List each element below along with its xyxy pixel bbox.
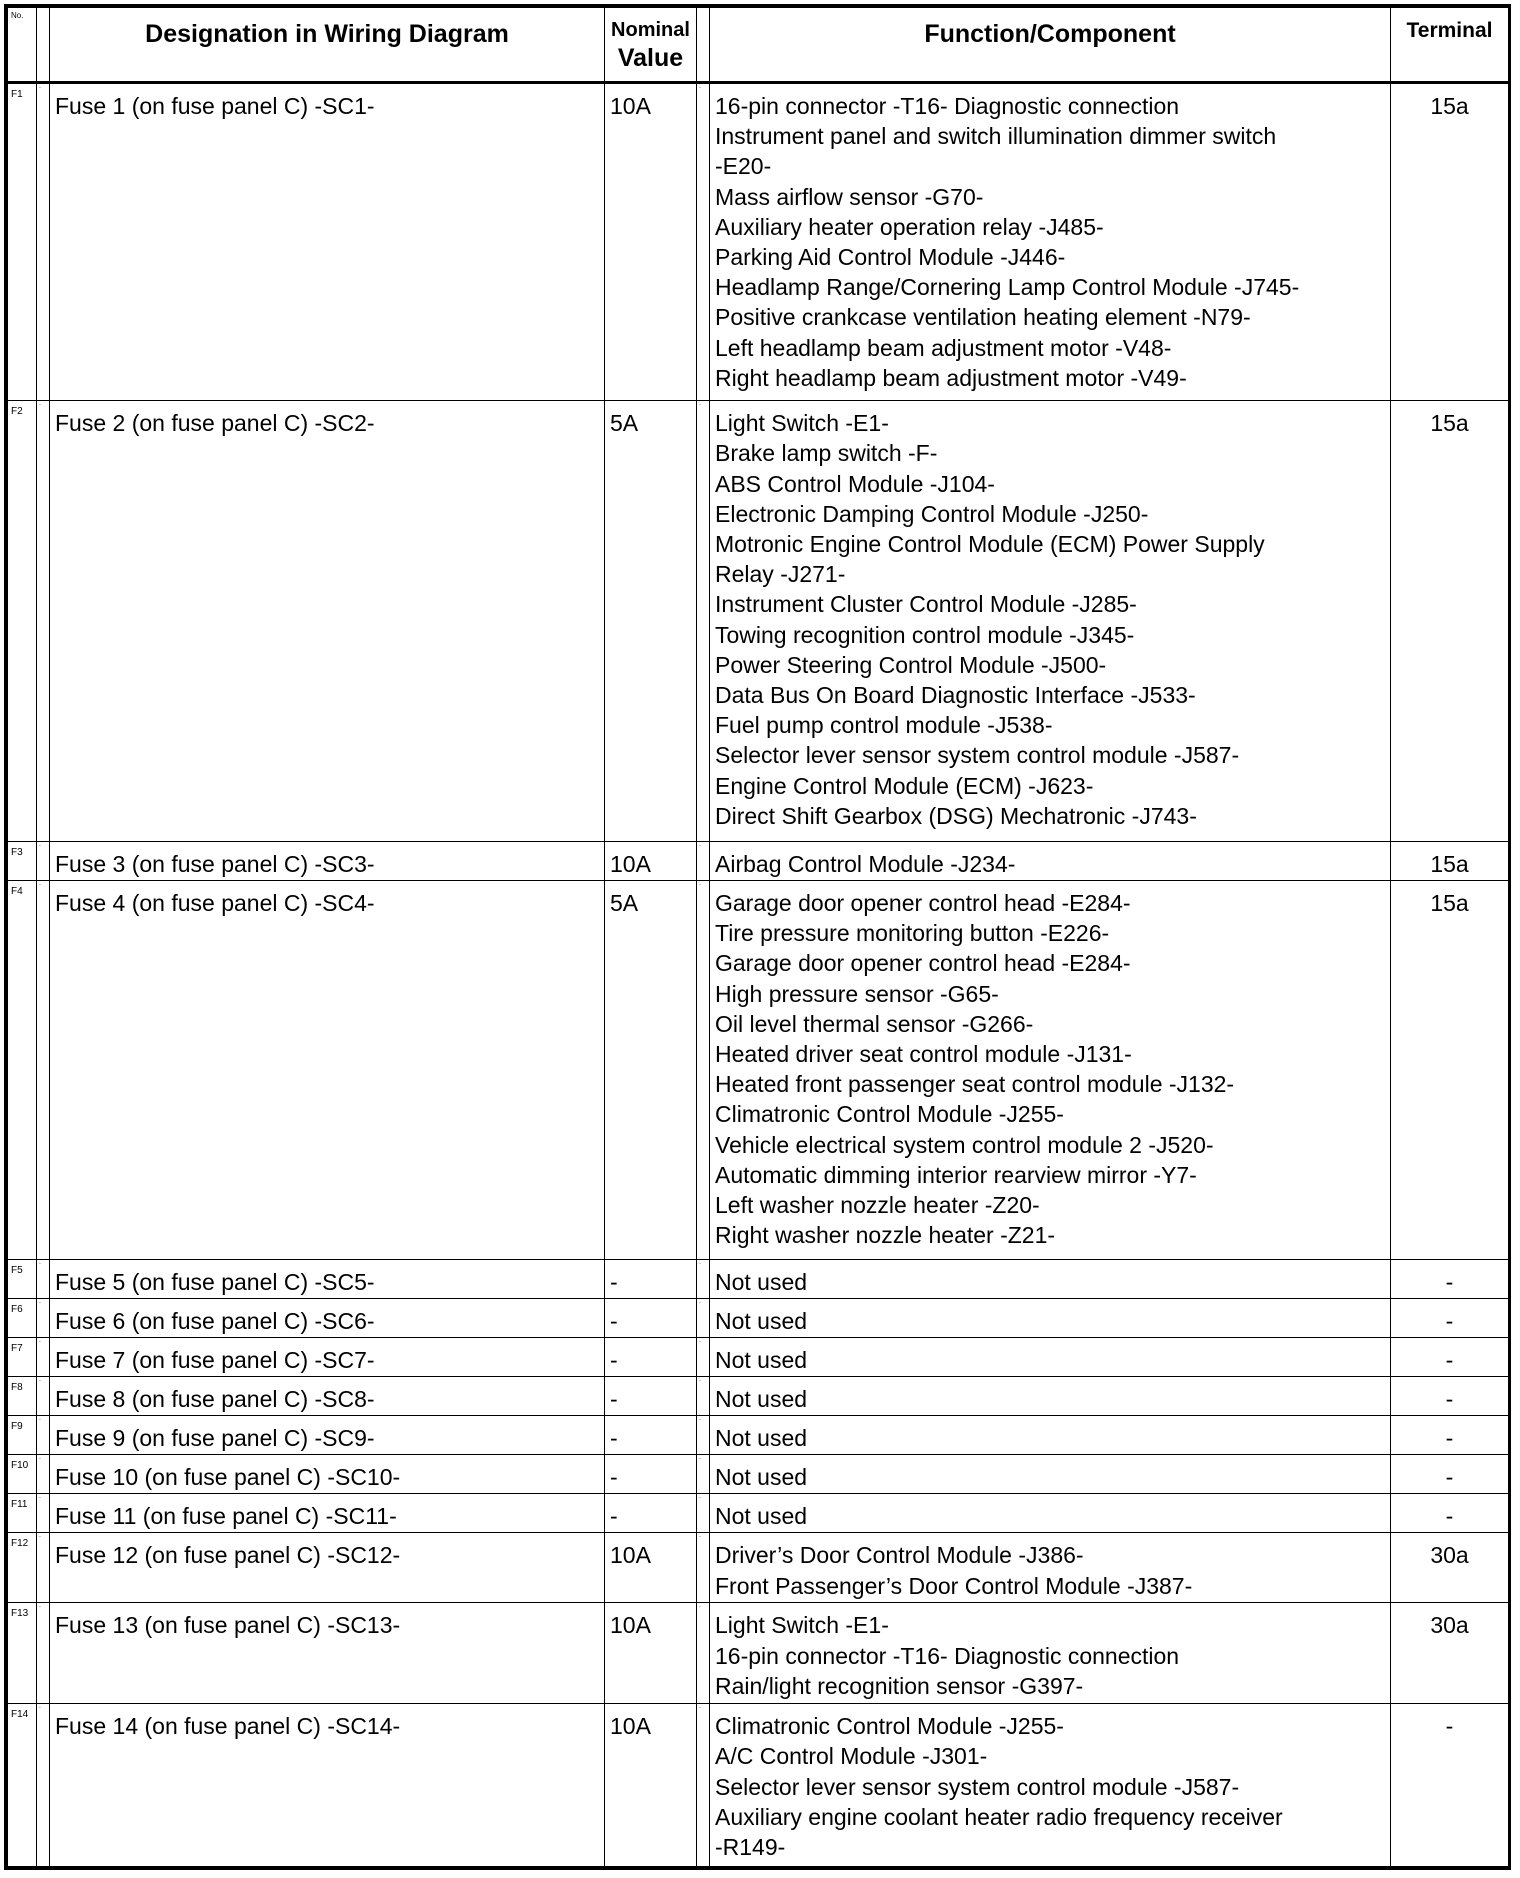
- header-designation: Designation in Wiring Diagram: [50, 8, 605, 83]
- table-row: [8, 1603, 1509, 1704]
- fuse-designation: Fuse 9 (on fuse panel C) -SC9-: [50, 1416, 605, 1455]
- fuse-number: F13: [8, 1603, 37, 1704]
- nominal-value: 5A: [605, 401, 697, 842]
- fuse-number: F4: [8, 880, 37, 1259]
- function-component-line: Not used: [715, 1464, 808, 1491]
- nominal-value: -: [605, 1259, 697, 1298]
- function-components: [710, 1416, 1391, 1455]
- tick-mark-cell: ˙: [697, 841, 710, 880]
- tick-mark-cell: ˙: [37, 1416, 50, 1455]
- tick-mark-cell: ˙: [37, 841, 50, 880]
- tick-mark-cell: ˙: [697, 1338, 710, 1377]
- tick-mark-cell: ˙: [37, 1298, 50, 1337]
- function-component-line: Not used: [715, 1307, 808, 1334]
- fuse-designation: Fuse 13 (on fuse panel C) -SC13-: [50, 1603, 605, 1704]
- function-components: [710, 1704, 1391, 1867]
- fuse-number: F10: [8, 1455, 37, 1494]
- table-row: [8, 1259, 1509, 1298]
- function-components: [710, 1533, 1391, 1603]
- function-component-line: Motronic Engine Control Module (ECM) Power Supply: [715, 530, 1265, 557]
- nominal-value: -: [605, 1455, 697, 1494]
- table-row: [8, 1455, 1509, 1494]
- terminal: -: [1391, 1298, 1509, 1337]
- function-component-line: 16-pin connector -T16- Diagnostic connection: [715, 93, 1180, 119]
- function-component-line: Mass airflow sensor -G70-: [715, 183, 984, 210]
- nominal-value: 10A: [605, 83, 697, 401]
- function-component-line: High pressure sensor -G65-: [715, 980, 999, 1007]
- function-components: [710, 880, 1391, 1259]
- nominal-value: -: [605, 1494, 697, 1533]
- fuse-number: F14: [8, 1704, 37, 1867]
- nominal-value: -: [605, 1298, 697, 1337]
- fuse-designation: Fuse 10 (on fuse panel C) -SC10-: [50, 1455, 605, 1494]
- nominal-value: 10A: [605, 1603, 697, 1704]
- function-component-line: Not used: [715, 1268, 808, 1295]
- function-component-line: Oil level thermal sensor -G266-: [715, 1010, 1034, 1037]
- function-component-line: Positive crankcase ventilation heating element -N79-: [715, 304, 1251, 331]
- fuse-table-sheet: [4, 4, 1511, 1870]
- function-component-line: Data Bus On Board Diagnostic Interface -J533-: [715, 681, 1196, 708]
- fuse-designation: Fuse 1 (on fuse panel C) -SC1-: [50, 83, 605, 401]
- tick-mark-cell: ˙: [37, 1494, 50, 1533]
- function-components: [710, 841, 1391, 880]
- function-component-line: Parking Aid Control Module -J446-: [715, 244, 1066, 271]
- function-component-line: Heated front passenger seat control module -J132-: [715, 1071, 1235, 1098]
- fuse-designation: Fuse 6 (on fuse panel C) -SC6-: [50, 1298, 605, 1337]
- nominal-value: -: [605, 1416, 697, 1455]
- table-row: [8, 880, 1509, 1259]
- tick-mark-cell: ˙: [697, 1494, 710, 1533]
- fuse-designation: Fuse 11 (on fuse panel C) -SC11-: [50, 1494, 605, 1533]
- function-component-line: Light Switch -E1-: [715, 410, 889, 437]
- tick-mark-cell: ˙: [697, 401, 710, 842]
- function-component-line: Auxiliary heater operation relay -J485-: [715, 213, 1104, 240]
- header-terminal: Terminal: [1391, 8, 1509, 83]
- terminal: 15a: [1391, 841, 1509, 880]
- terminal: 15a: [1391, 401, 1509, 842]
- nominal-value: -: [605, 1338, 697, 1377]
- function-component-line: Auxiliary engine coolant heater radio frequency receiver: [715, 1803, 1283, 1830]
- terminal: 30a: [1391, 1603, 1509, 1704]
- terminal: 15a: [1391, 83, 1509, 401]
- function-component-line: 16-pin connector -T16- Diagnostic connection: [715, 1642, 1180, 1669]
- function-component-line: Instrument panel and switch illumination dimmer switch: [715, 123, 1277, 150]
- function-component-line: Power Steering Control Module -J500-: [715, 651, 1107, 678]
- function-component-line: ABS Control Module -J104-: [715, 470, 995, 497]
- header-no: No.: [8, 8, 37, 83]
- function-component-line: Climatronic Control Module -J255-: [715, 1101, 1064, 1128]
- fuse-designation: Fuse 14 (on fuse panel C) -SC14-: [50, 1704, 605, 1867]
- fuse-designation: Fuse 5 (on fuse panel C) -SC5-: [50, 1259, 605, 1298]
- function-component-line: Tire pressure monitoring button -E226-: [715, 920, 1110, 947]
- tick-mark-cell: ˙: [37, 1338, 50, 1377]
- fuse-designation: Fuse 12 (on fuse panel C) -SC12-: [50, 1533, 605, 1603]
- function-components: [710, 401, 1391, 842]
- table-row: [8, 1533, 1509, 1603]
- function-component-line: Selector lever sensor system control module -J587-: [715, 1773, 1240, 1800]
- tick-mark-cell: ˙: [37, 1377, 50, 1416]
- function-component-line: -E20-: [715, 153, 772, 180]
- fuse-number: F12: [8, 1533, 37, 1603]
- function-components: [710, 1259, 1391, 1298]
- header-nominal-line1: Nominal: [611, 19, 690, 41]
- tick-mark-cell: ˙: [697, 1455, 710, 1494]
- tick-mark-cell: ˙: [697, 1533, 710, 1603]
- tick-mark-cell: ˙: [697, 1298, 710, 1337]
- function-component-line: Relay -J271-: [715, 561, 846, 588]
- tick-mark-cell: ˙: [37, 401, 50, 842]
- fuse-number: F2: [8, 401, 37, 842]
- function-component-line: Left headlamp beam adjustment motor -V48-: [715, 334, 1172, 361]
- tick-mark-cell: ˙: [37, 1259, 50, 1298]
- nominal-value: 10A: [605, 1704, 697, 1867]
- table-row: [8, 1704, 1509, 1867]
- terminal: -: [1391, 1259, 1509, 1298]
- header-function: Function/Component: [710, 8, 1391, 83]
- header-row: [8, 8, 1509, 83]
- fuse-designation: Fuse 4 (on fuse panel C) -SC4-: [50, 880, 605, 1259]
- fuse-number: F6: [8, 1298, 37, 1337]
- function-component-line: Vehicle electrical system control module 2 -J520-: [715, 1131, 1214, 1158]
- tick-mark-cell: ˙: [697, 1704, 710, 1867]
- table-row: [8, 1298, 1509, 1337]
- terminal: -: [1391, 1455, 1509, 1494]
- function-component-line: Fuel pump control module -J538-: [715, 712, 1053, 739]
- tick-mark-cell: ˙: [37, 1603, 50, 1704]
- tick-mark-cell: ˙: [697, 1416, 710, 1455]
- function-component-line: Not used: [715, 1347, 808, 1374]
- table-row: [8, 1416, 1509, 1455]
- fuse-table: [7, 7, 1509, 1867]
- terminal: -: [1391, 1704, 1509, 1867]
- function-components: [710, 1338, 1391, 1377]
- function-components: [710, 1377, 1391, 1416]
- function-component-line: Engine Control Module (ECM) -J623-: [715, 772, 1094, 799]
- nominal-value: 10A: [605, 1533, 697, 1603]
- function-components: [710, 83, 1391, 401]
- function-component-line: Headlamp Range/Cornering Lamp Control Module -J745-: [715, 274, 1300, 301]
- function-component-line: Towing recognition control module -J345-: [715, 621, 1135, 648]
- function-component-line: A/C Control Module -J301-: [715, 1743, 988, 1770]
- function-components: [710, 1298, 1391, 1337]
- function-components: [710, 1603, 1391, 1704]
- function-component-line: Right washer nozzle heater -Z21-: [715, 1222, 1056, 1249]
- tick-mark-cell: ˙: [37, 1455, 50, 1494]
- function-component-line: Airbag Control Module -J234-: [715, 850, 1016, 877]
- fuse-number: F1: [8, 83, 37, 401]
- fuse-designation: Fuse 2 (on fuse panel C) -SC2-: [50, 401, 605, 842]
- function-component-line: Front Passenger’s Door Control Module -J387-: [715, 1572, 1193, 1599]
- nominal-value: 10A: [605, 841, 697, 880]
- table-row: [8, 1494, 1509, 1533]
- tick-mark-cell: ˙: [37, 83, 50, 401]
- tick-mark-cell: ˙: [37, 1704, 50, 1867]
- function-component-line: Not used: [715, 1386, 808, 1413]
- function-component-line: Garage door opener control head -E284-: [715, 889, 1131, 916]
- fuse-designation: Fuse 8 (on fuse panel C) -SC8-: [50, 1377, 605, 1416]
- header-spacer: [37, 8, 50, 83]
- function-component-line: Not used: [715, 1425, 808, 1452]
- fuse-rows: [8, 83, 1509, 1867]
- function-component-line: Selector lever sensor system control module -J587-: [715, 742, 1240, 769]
- tick-mark-cell: ˙: [37, 1533, 50, 1603]
- tick-mark-cell: ˙: [697, 1259, 710, 1298]
- function-component-line: Instrument Cluster Control Module -J285-: [715, 591, 1137, 618]
- table-row: [8, 83, 1509, 401]
- terminal: -: [1391, 1416, 1509, 1455]
- terminal: -: [1391, 1377, 1509, 1416]
- terminal: -: [1391, 1494, 1509, 1533]
- function-component-line: Right headlamp beam adjustment motor -V49-: [715, 364, 1187, 391]
- function-component-line: Garage door opener control head -E284-: [715, 950, 1131, 977]
- table-row: [8, 1377, 1509, 1416]
- table-row: [8, 1338, 1509, 1377]
- terminal: -: [1391, 1338, 1509, 1377]
- fuse-number: F11: [8, 1494, 37, 1533]
- tick-mark-cell: ˙: [37, 880, 50, 1259]
- tick-mark-cell: ˙: [697, 1377, 710, 1416]
- function-component-line: Driver’s Door Control Module -J386-: [715, 1542, 1084, 1569]
- function-component-line: Rain/light recognition sensor -G397-: [715, 1672, 1084, 1699]
- fuse-number: F5: [8, 1259, 37, 1298]
- function-components: [710, 1455, 1391, 1494]
- function-component-line: Automatic dimming interior rearview mirror -Y7-: [715, 1161, 1197, 1188]
- header-nominal-value: [605, 8, 697, 83]
- terminal: 15a: [1391, 880, 1509, 1259]
- header-spacer: [697, 8, 710, 83]
- table-row: [8, 401, 1509, 842]
- fuse-designation: Fuse 7 (on fuse panel C) -SC7-: [50, 1338, 605, 1377]
- fuse-number: F7: [8, 1338, 37, 1377]
- function-component-line: Electronic Damping Control Module -J250-: [715, 500, 1149, 527]
- nominal-value: 5A: [605, 880, 697, 1259]
- fuse-number: F9: [8, 1416, 37, 1455]
- function-component-line: Light Switch -E1-: [715, 1612, 889, 1639]
- header-nominal-line2: Value: [617, 44, 684, 72]
- tick-mark-cell: ˙: [697, 83, 710, 401]
- tick-mark-cell: ˙: [697, 880, 710, 1259]
- function-component-line: Heated driver seat control module -J131-: [715, 1040, 1132, 1067]
- function-component-line: Brake lamp switch -F-: [715, 440, 938, 467]
- fuse-designation: Fuse 3 (on fuse panel C) -SC3-: [50, 841, 605, 880]
- fuse-number: F8: [8, 1377, 37, 1416]
- function-component-line: -R149-: [715, 1834, 786, 1861]
- function-component-line: Left washer nozzle heater -Z20-: [715, 1191, 1040, 1218]
- function-component-line: Direct Shift Gearbox (DSG) Mechatronic -J743-: [715, 802, 1197, 829]
- function-component-line: Climatronic Control Module -J255-: [715, 1713, 1064, 1740]
- tick-mark-cell: ˙: [697, 1603, 710, 1704]
- nominal-value: -: [605, 1377, 697, 1416]
- terminal: 30a: [1391, 1533, 1509, 1603]
- fuse-number: F3: [8, 841, 37, 880]
- table-row: [8, 841, 1509, 880]
- function-component-line: Not used: [715, 1503, 808, 1530]
- function-components: [710, 1494, 1391, 1533]
